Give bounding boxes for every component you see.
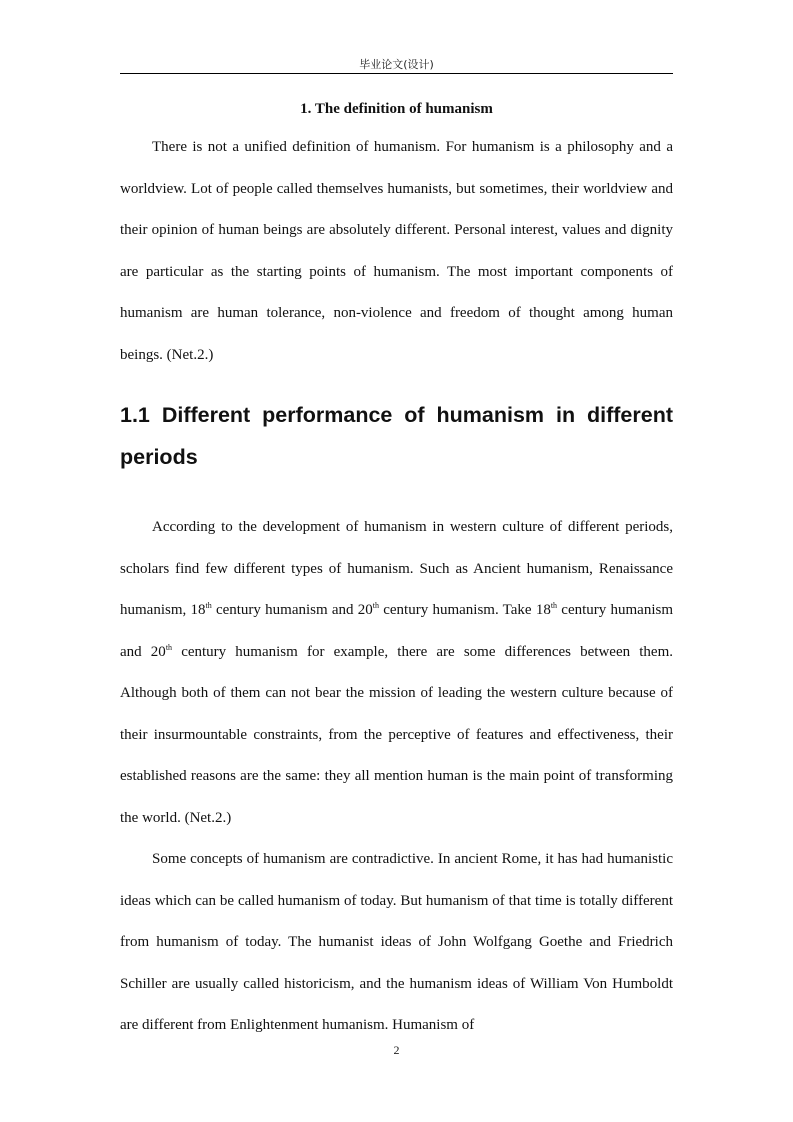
paragraph-definition: There is not a unified definition of humanism. For humanism is a philosophy and a worldview. Lot of people called themselves humanists, but sometimes, their worldview and their opinion of human beings are absolutely different. Personal interest, values and dignity are particular as the starting points of humanism. The most important components of humanism are human tolerance, non-violence and freedom of thought among human beings. (Net.2.) [120,139,673,363]
running-header: 毕业论文(设计) [359,58,434,71]
subsection-title: 1.1 Different performance of humanism in different periods [120,403,673,469]
page-number: 2 [393,1043,400,1057]
page-body [120,90,673,1047]
ordinal-superscript: th [550,601,558,610]
paragraph-text: century humanism. Take 18 [379,602,551,618]
section-title: 1. The definition of humanism [300,101,493,117]
ordinal-superscript: th [205,601,212,610]
paragraph-periods [120,507,673,839]
ordinal-superscript: th [372,601,380,610]
paragraph-contradictions: Some concepts of humanism are contradictive. In ancient Rome, it has had humanistic ideas which can be called humanism of today. But humanism of that time is totally different from humanism of today. The humanist ideas of John Wolfgang Goethe and Friedrich Schiller are usually called historicism, and the humanism ideas of William Von Humboldt are different from Enlightenment humanism. Humanism of [120,851,673,1033]
paragraph-text: century humanism and 20 [211,602,373,618]
ordinal-superscript: th [165,642,173,652]
paragraph-text: century humanism and 20 [120,602,673,660]
paragraph-text: According to the development of humanism in western culture of different periods, scholars find few different types of humanism. Such as Ancient humanism, Renaissance humanism, 18 [120,519,673,618]
paragraph-text: century humanism for example, there are some differences between them. Although both of them can not bear the mission of leading the western culture because of their insurmountable constraints, from the perceptive of features and effectiveness, their established reasons are the same: they all mention human is the main point of transforming the world. (Net.2.) [120,643,673,826]
header-rule [120,73,673,74]
